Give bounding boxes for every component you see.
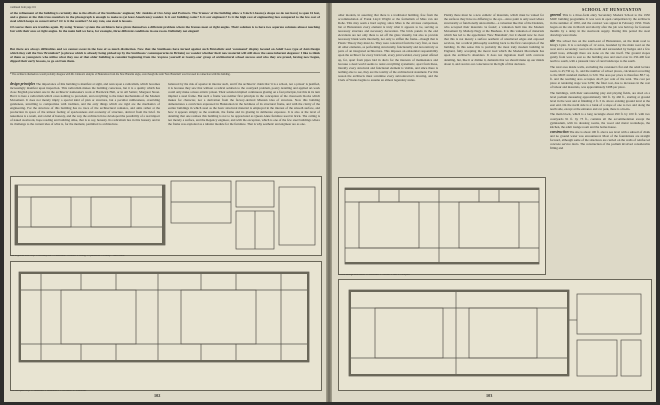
right-page-number: 103 (486, 393, 493, 398)
site-heading: site (550, 38, 555, 43)
running-header: SCHOOL AT HUNSTANTON (582, 7, 642, 12)
layout-text: The buildings, with their surrounding play and playing fields, are sited on a level podium measuring approximately 340 ft. by 460 ft., starting at ground level in the west and at finishing 2 ft. 3 in. above existing ground level at the east end. On the north side is a bank of a slope of one to two and along the north side, except at the entrance and car park, there is a ha-ha. (550, 90, 650, 111)
main-block-text: The main block, which is a long rectangle about 290 ft. by 100 ft. with two courtyards 91 ft. by 73 ft., contains all the accommodation except the gymnasium, with its dressing rooms, the wood and metal workshops, the kitchen, the adult lounge room and the boiler-house. (550, 112, 650, 129)
intro-paragraph: of the refinement of the building is certainly due to the efforts of the Smithsons' engineer, Mr. Jenkins of Ove Arup and Partners. The 'frames' of the building allow a 9-inch I-beam (a shape we do not have) to span 16 feet, and a glance at the thin truss members in the photograph is enough to make us (at least Americans) wonder. Is it our building codes? Is it our engineers? Is it the high cost of engineering fees compared to the low cost of steel which keeps us conservative? Or is it the weather? At any rate, one steel is lessons. (10, 11, 320, 24)
section-heading: design principles (10, 82, 36, 86)
left-column-1 (10, 82, 160, 174)
intro-text (10, 11, 320, 47)
section-drawing (338, 177, 546, 275)
section-drawing-svg (339, 178, 545, 274)
floor-plan-drawing (11, 177, 321, 255)
site-plan (338, 279, 652, 391)
first-floor-drawing (11, 262, 321, 390)
construction-text: The site is about 100 ft. above sea level with a subsoil of chalk and no ground water was encountered. Most of the foundations are straight forward, although some of the structures are carried on the walls of reinforced concrete service ducts. The construction of the podium involved considerable filling and (550, 130, 650, 151)
right-column-1: other modern, in asserting that there is a traditional building, free from the accommodation of Frank Lloyd Wright or the formalism of Mies van der Rohe. This may seem a hard saying, since Mies is the obvious comparison, but at Hunstanton every element is truly what it appears to be, serving as necessary structure and necessary decoration. The brick panels in the end elevations are not only there to set off the glass visually, but also to provide necessary blank walls internally, not only to stiffen the frame—though that is Plastic Theory they must do. They were conceived from the very first, as trees all other elements, as performing structurally, functionally and decoratively as parts of an integrated architecture. This imposes an existential responsibility upon the architect for every brick laid, every joint welded, every panel offered up, for, apart from pipes laid in ducts for the interests of maintenance and because a dead world seems to resist everything systematic, apart from these, literally every structural and functional element is visible, and since there is nothing else to see, they are the totality of the architectural statement. For this reason the architects must scrutinise every subcontractor's drawing, and the Clerk of Works begins to assume an almost legendary status. (338, 13, 438, 82)
ground-floor-plan (10, 176, 322, 256)
first-floor-plan (10, 261, 322, 391)
site-plan-svg (339, 280, 651, 390)
figure2-caption: First floor plan. Key: 1 Classrooms. 2 Laboratories. 3 Art rooms. 4 Cloakrooms. (10, 390, 87, 392)
general-heading: general (550, 13, 562, 17)
left-column-2: balanced by the risk of squalor in interior such, and if the architects' claim that 'it is a school, not a prison' is justified, it is because they saw that without a radical solution to the courtyard problem, poetry detailing and applied art-work could only make a more artistic prison. Their solution implied continuous glazing on a fast principle, but this in its turn implied a steel frame. But such a frame was neither first principle in the conception of the classroom blocks which makes for character, nor a derivation from the factory-derived Miesian idea of structure. Now this building demonstrates a conviction expressed in Hunstanton in the boldness of its structural frame, and with the clarity of the earlier buildings in which steel as the basic structural material is employed in the interest of the smooth surface, and how it appears simply as the resultant, the frame and its glazing in deliberate exposure. It is also at the level of detailing that one realises this building is not to be appreciated as Queen Anne furniture used in brick. The ceiling is not merely a surface, and the Regency engineer, and with the exception, which is one of the few steel buildings where the frame was exploited as a tubular module for the furniture. That is why aesthetic and engineer are as one. (168, 82, 320, 127)
right-column-2: Plainly there must be a new esthetic of materials, which must be valued for the surfaces they have no differing to the eye—since paint is only used where structurally or functionally unavoidable—a valuation like that of the Dadaists, who accepted their materials 'as found', a valuation built into the Modern Movement by Moholy-Nagy at the Bauhaus. It is this valuation of materials which has led to the appellation 'New Brutalism', but it should now be clear that this is not merely a surface aesthetic of unrelieved edges and exposed services, but a radical philosophy reaching back to the first conception of the building. In this sense this is probably the most truly modern building in England, fully accepting the moral load which the Modern Movement has upon the architect's shoulders. It does not ingratiate itself with concrete detailing, but, like it or dislike it, demands that we should make up our minds about it, and receive our conscience in the light of that decision. (444, 13, 544, 66)
paragraph-3: But there are always difficulties and we cannot sweat in the face of so much distinction. Now that the Smithsons have turned against such Brutalistic and 'command' display located on Adolf Loos type of Anti-Design which they call the New Brutalism* (a phrase which is already being picked up by the Smithsons' contemporaries in Britain) we wonder whether their new material will still show the same inherent elegance: I like to think of them as youngsters who utilise what they use of that older building to consider beginning from the 'express yourself at twenty-one' grasp of architectural school success and who they are proud, having now begun, dipped their early lessons, to go on from them. (10, 47, 320, 64)
area-text: The total area inside walls, excluding the caretaker's flat and the adult lecture room, is 45,730 sq. ft., and the number of school places, calculated according to the MOE standard method, is 520. The area per place is therefore 88.7 sq. ft. and the teaching area occupies 42.25 per cent of the total. The cost per place at tendering stage was £239; the final cost, due to increases in the cost of labour and materials, was approximately £288 per place. (550, 64, 650, 89)
right-page (332, 3, 656, 402)
general-text: This is a three-form entry Secondary Modern School to the 1950 MOE building programme. It was won in open competition by the architects in the summer of 1950, and the contract was signed in February 1950. Work began on the site in March and shortly after the job was held up for fourteen months by a delay in the steelwork supply. During this period the steel drawings were made. (550, 13, 650, 38)
left-page (4, 3, 326, 402)
figure3-caption: Section through main block: 1 Classrooms. 2 Corridor. 3 Hall. 4 Courtyard. (338, 274, 411, 276)
continued-note: continued from page 161 (10, 6, 37, 9)
paragraph-2: Of course there are troubles again. By using 'frames' system the architects have given themselves a different problem where the frames meet at right angles. Their solution is to have two separate columns almost touching but with their axes at right angles. In the main hall we have, for example, three different conditions in one room. Definitely not elegant! (10, 24, 320, 33)
footnote: * The architects themselves would probably disagree with Mr. Johnson's analysis of Hunstanton from the New Brutalist angle, even though the term 'New Brutalism' was first used in connection with this building. (10, 73, 231, 76)
right-column-3 (550, 13, 650, 273)
left-page-number: 102 (154, 393, 161, 398)
site-text: The school lies on the south-east of Hunstanton, on the main road to King's Lynn. It is a rectangle of 12 acres, bounded by the main road on the west and a secondary road on the north and surrounded by hedges and a few small trees, although there are none on the site itself. The ground slopes gently from west to east so the building area and steel over its 250-400 feet north to south, with a pleasant view of rural landscape to the south. (550, 38, 650, 64)
construction-heading: construction (550, 130, 569, 135)
figure1-caption: Plan of ground floor. Key: 1 Assembly hall. 2 Classrooms. 3 Kitchen. 4 Dining. 5 Gymnasium. 6 Library. 7 Staff rooms. (10, 255, 125, 257)
column-1-text: The importance of this building is manifest at sight, and rests upon a radicalism, which becomes increasingly manifest upon inspection. This radicalism makes the building conscious, but it is a quality which has close English precedent one in the architects' namesake's work at Hardwick Hall, or in All Saints', Margaret Street. But it is here a radicalism which owes nothing to precedent, and everything to the inner mechanisms of the Modern Movement. It does not merely imply a special kind of plan or structure, but a peculiar ruthlessness, overriding gentleness, unwilling to compromise with tradition, and the only things which are rigid are the mechanics of engineering. For the structure of this building has no trace of the architectural romance, and aims rather at the production in space of the utmost feeling of spaciousness and economy of structure, derived from the brief. Its nakedness is a result, and a kind of honesty, and the way the architects have developed the possibility of a real impact of naked steelwork, hope reading and building alike, that is to say, honesty. Its radicalism lies in this honesty and in its challenge to the current idea of what is, for the moment, permitted to architecture. (10, 82, 160, 127)
